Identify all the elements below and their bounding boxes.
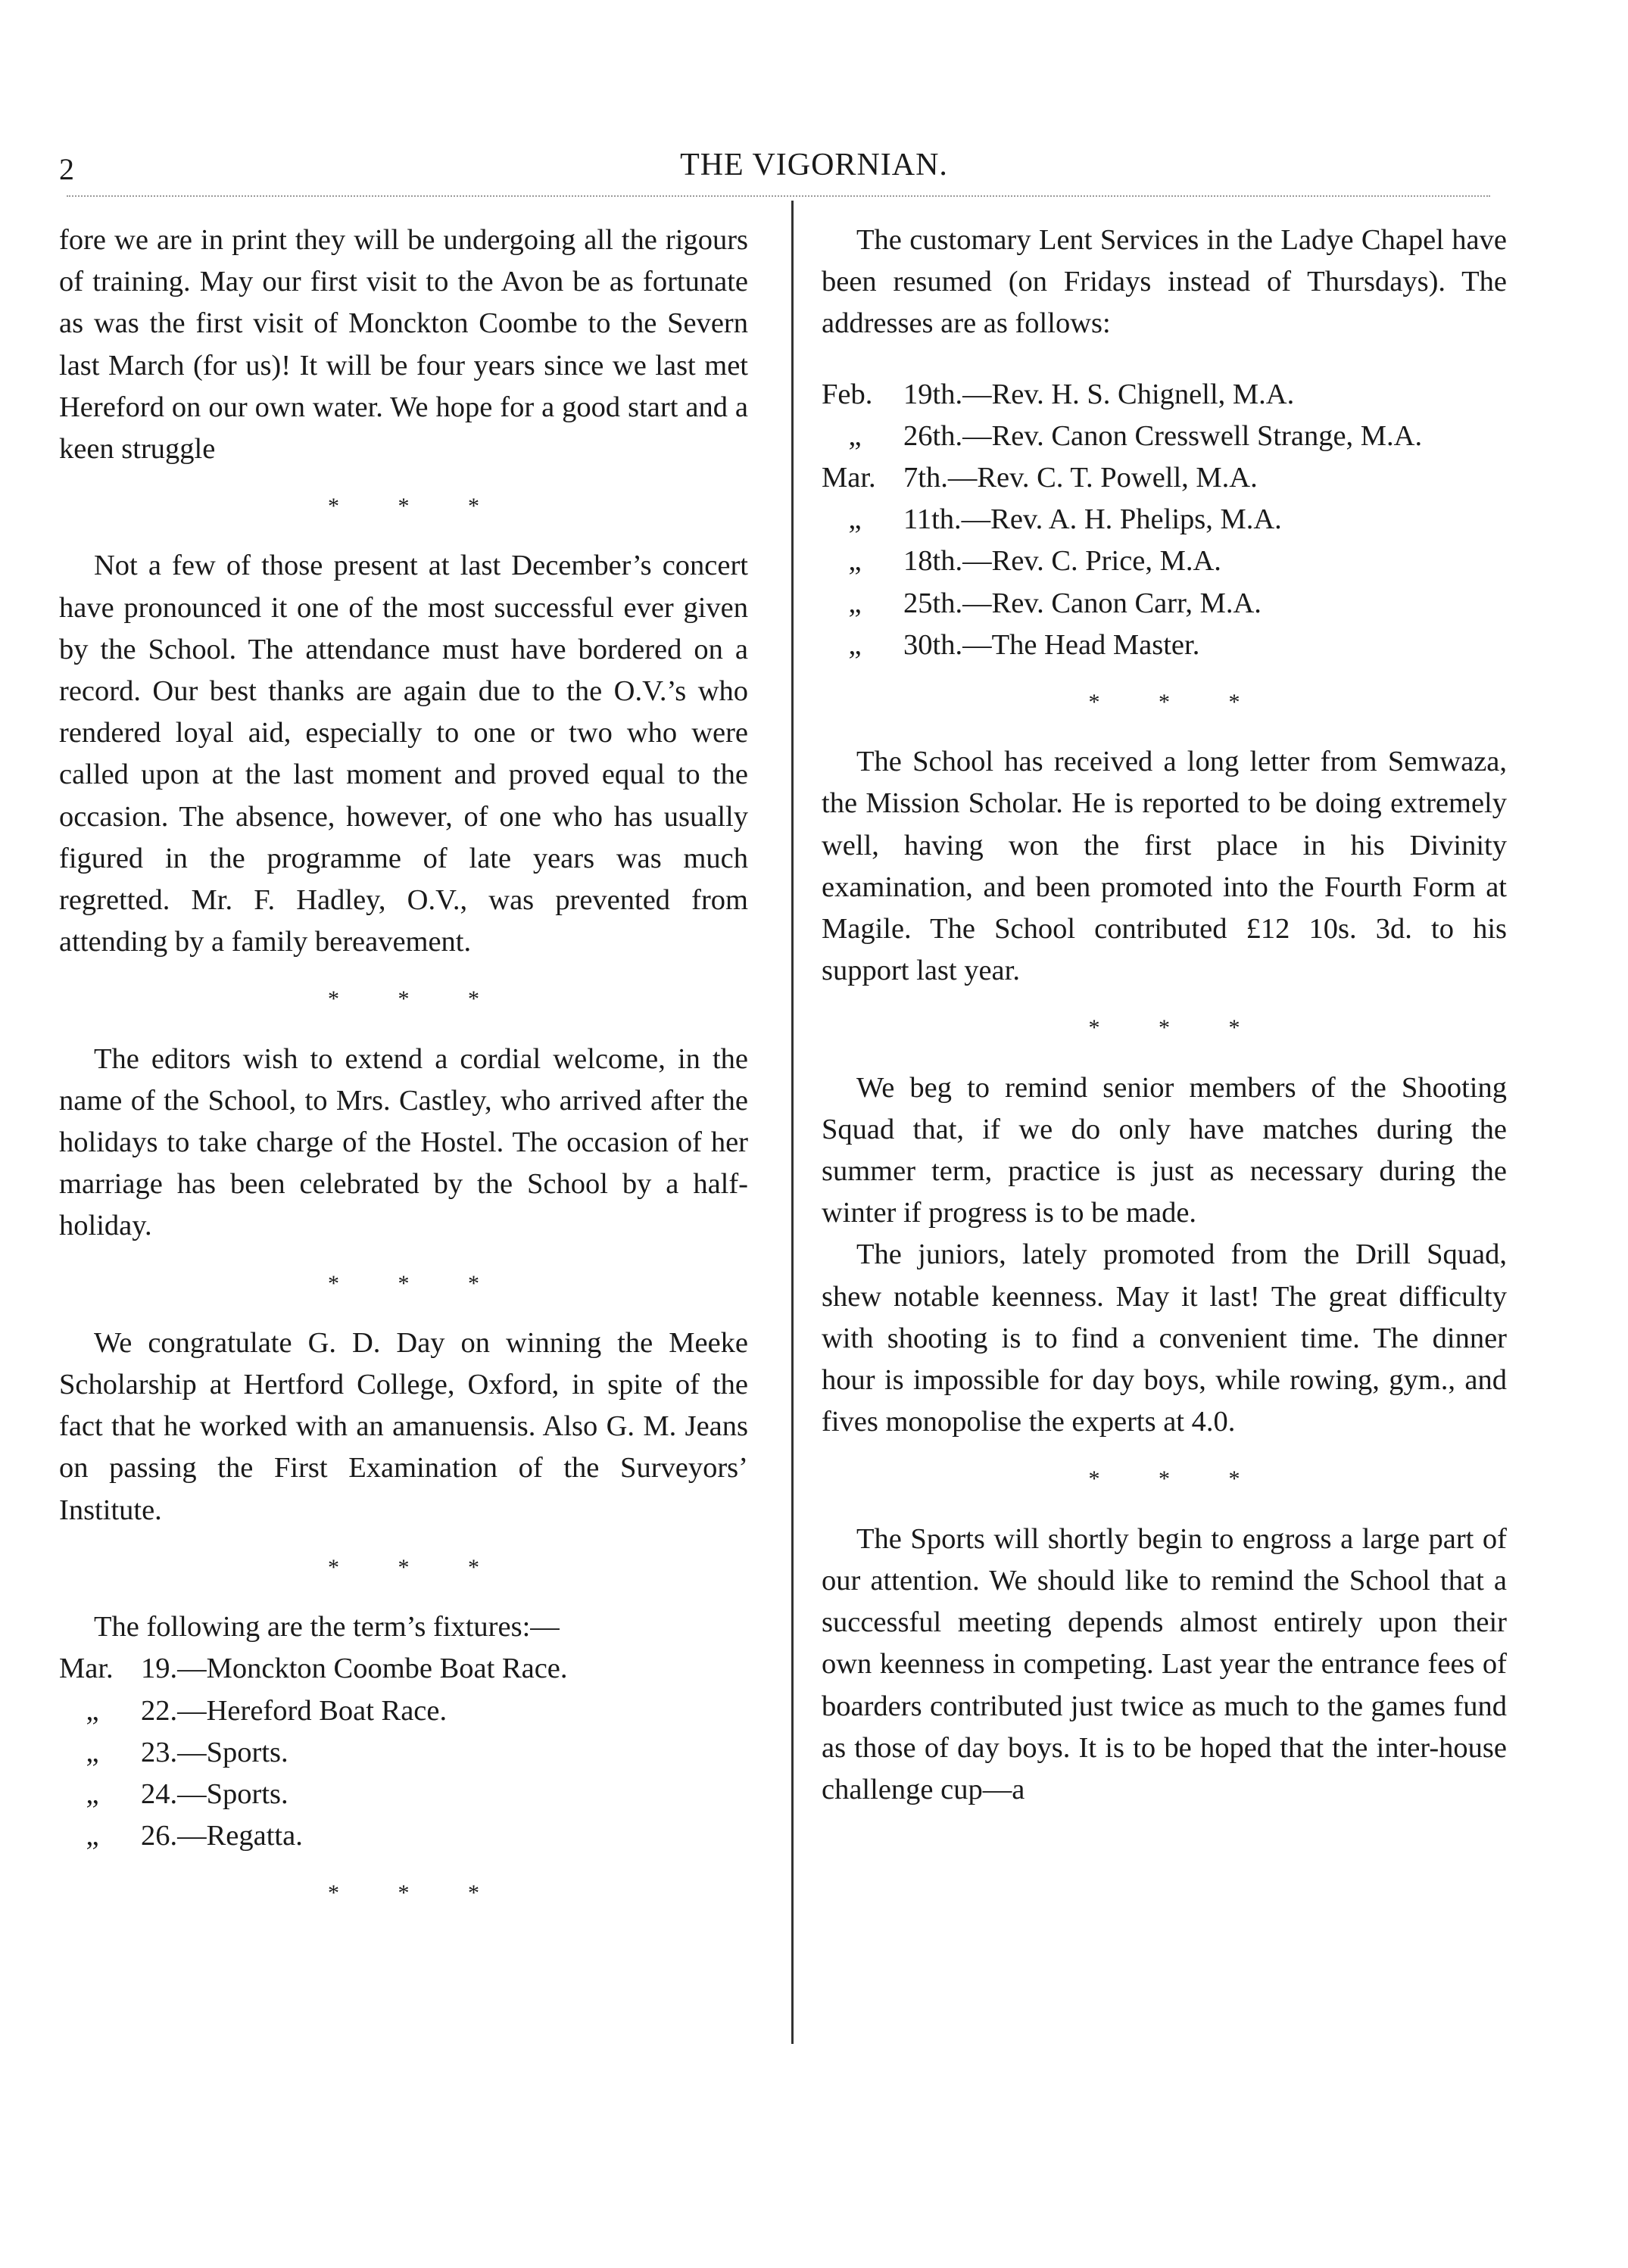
list-item-month: „ <box>86 1777 99 1810</box>
paragraph-boat-race: fore we are in print they will be undergoing all the rigours of training. May our first visit to the Avon be as fortunate as was the first visit of Monckton Coombe to the Severn last March (for us)! It will be four years since we last met Hereford on our own water. We hope for a good start and a keen struggle <box>59 224 748 466</box>
list-item-month: „ <box>86 1694 99 1727</box>
list-item <box>59 1774 748 1815</box>
paragraph-congratulations: We congratulate G. D. Day on winning the Meeke Scholarship at Hertford College, Oxford, in spite of the fact that he worked with an amanuensis. Also G. M. Jeans on passing the First Examination of the Surveyors’ Institute. <box>59 1326 748 1526</box>
list-item <box>822 625 1507 666</box>
paragraph-shooting-squad: We beg to remind senior members of the Shooting Squad that, if we do only have matches during the summer term, practice is just as necessary during the winter if progress is to be made. <box>822 1071 1507 1229</box>
list-item-entry: 19th.—Rev. H. S. Chignell, M.A. <box>903 378 1295 410</box>
page-number: 2 <box>59 152 74 186</box>
list-item <box>59 1648 748 1690</box>
section-separator: * * * <box>328 986 479 1012</box>
list-item-entry: 19.—Monckton Coombe Boat Race. <box>141 1653 568 1685</box>
column-divider <box>791 201 794 2044</box>
fixtures-list <box>59 1648 748 1857</box>
paragraph-juniors: The juniors, lately promoted from the Drill Squad, shew notable keenness. May it last! The great difficulty with shooting is to find a convenient time. The dinner hour is impossible for day boys, while rowing, gym., and fives monopolise the experts at 4.0. <box>822 1238 1507 1438</box>
right-column <box>822 220 1507 1811</box>
list-item-entry: 25th.—Rev. Canon Carr, M.A. <box>903 587 1262 619</box>
paragraph-mission-scholar: The School has received a long letter from Semwaza, the Mission Scholar. He is reported to be doing extremely well, having won the first place in his Divinity examination, and been promoted into the Fourth Form at Magile. The School contributed £12 10s. 3d. to his support last year. <box>822 746 1507 987</box>
list-item <box>822 416 1507 457</box>
list-item-month: „ <box>86 1736 99 1768</box>
section-separator: * * * <box>328 494 479 519</box>
list-item-entry: 7th.—Rev. C. T. Powell, M.A. <box>903 462 1258 494</box>
section-separator: * * * <box>1088 1015 1240 1041</box>
list-item <box>822 541 1507 582</box>
list-item <box>822 583 1507 625</box>
running-title: THE VIGORNIAN. <box>680 148 948 182</box>
list-item <box>822 374 1507 416</box>
list-item-entry: 22.—Hereford Boat Race. <box>141 1694 448 1727</box>
list-item <box>822 457 1507 499</box>
list-item-month: „ <box>848 628 862 661</box>
paragraph-fixtures-intro: The following are the term’s fixtures:— <box>94 1611 560 1643</box>
list-item-month: Feb. <box>822 378 873 410</box>
paragraph-lent-services: The customary Lent Services in the Ladye Chapel have been resumed (on Fridays instead of Thursdays). The addresses are as follows: <box>822 224 1507 340</box>
list-item <box>59 1690 748 1732</box>
list-item <box>822 499 1507 541</box>
list-item-month: Mar. <box>822 462 876 494</box>
list-item <box>59 1815 748 1857</box>
list-item-month: „ <box>86 1820 99 1852</box>
section-separator: * * * <box>328 1880 479 1906</box>
paragraph-welcome: The editors wish to extend a cordial welcome, in the name of the School, to Mrs. Castley, who arrived after the holidays to take charge of the Hostel. The occasion of her marriage has been celebrated by the School by a half-holiday. <box>59 1042 748 1242</box>
list-item-entry: 26th.—Rev. Canon Cresswell Strange, M.A. <box>903 419 1423 452</box>
list-item-entry: 30th.—The Head Master. <box>903 628 1200 661</box>
list-item-month: „ <box>848 503 862 536</box>
section-separator: * * * <box>1088 1466 1240 1492</box>
section-separator: * * * <box>1088 690 1240 715</box>
list-item-entry: 11th.—Rev. A. H. Phelips, M.A. <box>903 503 1282 536</box>
list-item-month: „ <box>848 545 862 578</box>
services-list <box>822 374 1507 666</box>
list-item <box>59 1732 748 1774</box>
paragraph-concert: Not a few of those present at last December’s concert have pronounced it one of the most successful ever given by the School. The attendance must have bordered on a record. Our best thanks are again due to the O.V.’s who rendered loyal aid, especially to one or two who were called upon at the last moment and proved equal to the occasion. The absence, however, of one who has usually figured in the programme of late years was much regretted. Mr. F. Hadley, O.V., was prevented from attending by a family bereavement. <box>59 550 748 958</box>
list-item-month: Mar. <box>59 1653 114 1685</box>
left-column <box>59 220 748 1933</box>
list-item-entry: 26.—Regatta. <box>141 1820 303 1852</box>
list-item-month: „ <box>848 419 862 452</box>
list-item-entry: 18th.—Rev. C. Price, M.A. <box>903 545 1221 578</box>
list-item-entry: 23.—Sports. <box>141 1736 288 1768</box>
section-separator: * * * <box>328 1554 479 1580</box>
section-separator: * * * <box>328 1270 479 1296</box>
list-item-entry: 24.—Sports. <box>141 1777 288 1810</box>
paragraph-sports: The Sports will shortly begin to engross a large part of our attention. We should like to remind the School that a successful meeting depends almost entirely upon their own keenness in competing. Last year the entrance fees of boarders contributed just twice as much to the games fund as those of day boys. It is to be hoped that the inter-house challenge cup—a <box>822 1522 1507 1805</box>
header-rule <box>67 195 1490 197</box>
list-item-month: „ <box>848 587 862 619</box>
